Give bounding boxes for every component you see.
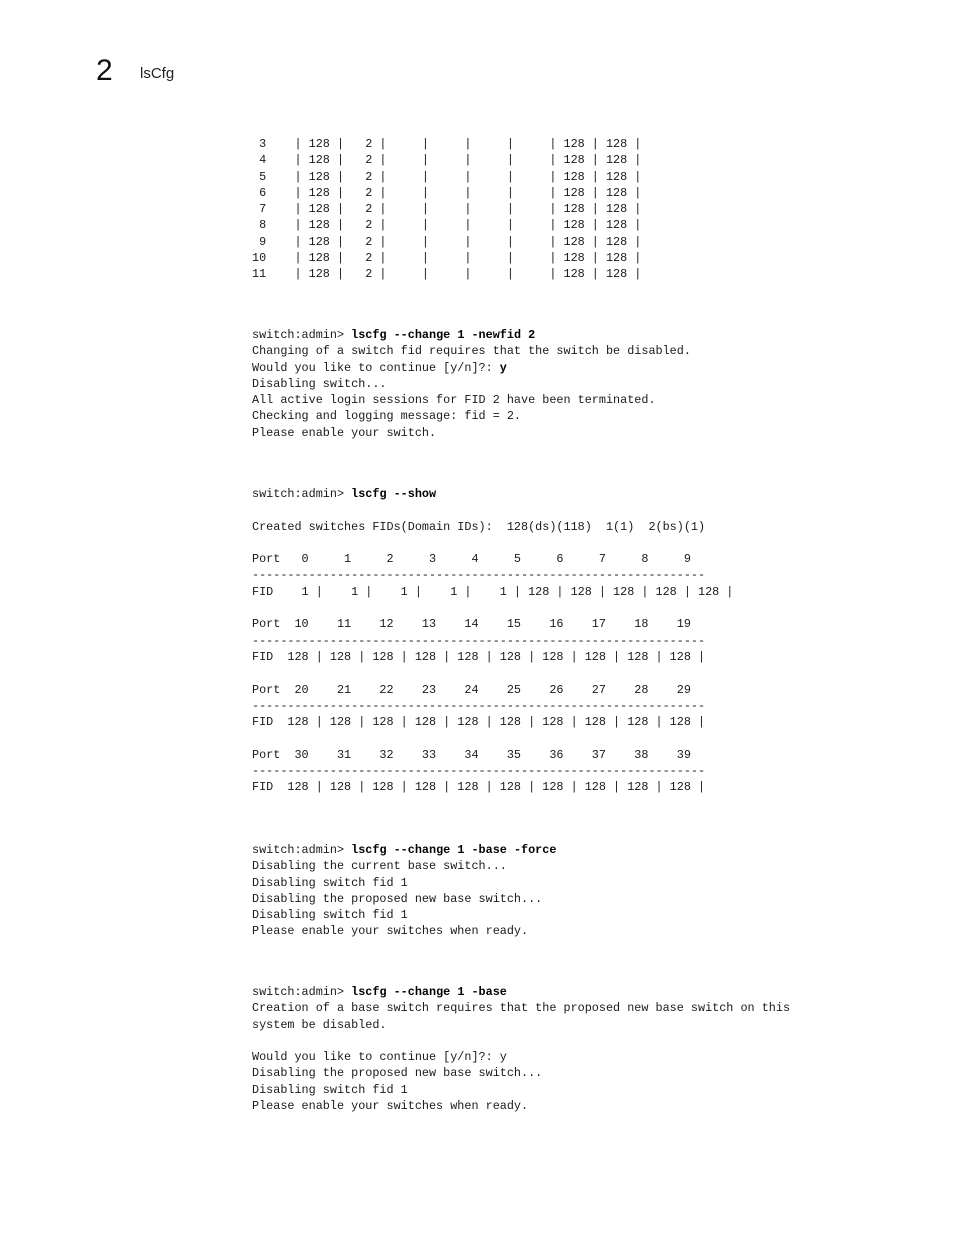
code-line <box>252 1098 790 1114</box>
output-text: Port 30 31 32 33 34 35 36 37 38 39 <box>252 747 691 762</box>
output-text: ---------------------------------------------------------------- <box>252 568 706 583</box>
code-line <box>252 343 691 359</box>
output-text: Disabling the current base switch... <box>252 859 507 874</box>
code-block-change-newfid <box>252 327 691 441</box>
output-text: Creation of a base switch requires that the proposed new base switch on this <box>252 1001 791 1016</box>
code-line <box>252 486 733 502</box>
code-line <box>252 1033 790 1049</box>
output-text: Disabling switch fid 1 <box>252 875 408 890</box>
code-line <box>252 360 691 376</box>
output-text: ---------------------------------------------------------------- <box>252 698 706 713</box>
code-line <box>252 408 691 424</box>
code-line <box>252 392 691 408</box>
command-text: lscfg --show <box>351 487 437 501</box>
code-line <box>252 714 733 730</box>
code-line <box>252 425 691 441</box>
code-line <box>252 1065 790 1081</box>
code-line <box>252 152 641 168</box>
code-block-table-tail <box>252 136 641 283</box>
shell-prompt: switch:admin> <box>252 843 352 857</box>
output-text: Port 20 21 22 23 24 25 26 27 28 29 <box>252 682 691 697</box>
output-text: 7 | 128 | 2 | | | | | 128 | 128 | <box>252 202 642 217</box>
code-line <box>252 169 641 185</box>
code-line <box>252 185 641 201</box>
output-text: Disabling the proposed new base switch... <box>252 891 543 906</box>
code-line <box>252 858 556 874</box>
code-line <box>252 984 790 1000</box>
output-text: FID 128 | 128 | 128 | 128 | 128 | 128 | 128 | 128 | 128 | 128 | <box>252 715 706 730</box>
code-line <box>252 1000 790 1016</box>
code-line <box>252 842 556 858</box>
output-text: 4 | 128 | 2 | | | | | 128 | 128 | <box>252 153 642 168</box>
command-text: lscfg --change 1 -base <box>351 985 507 999</box>
command-text: lscfg --change 1 -base -force <box>351 843 557 857</box>
code-line <box>252 698 733 714</box>
code-line <box>252 217 641 233</box>
code-line <box>252 136 641 152</box>
shell-prompt: switch:admin> <box>252 985 352 999</box>
code-line <box>252 779 733 795</box>
output-text: FID 1 | 1 | 1 | 1 | 1 | 128 | 128 | 128 | 128 | 128 | <box>252 584 734 599</box>
output-text: Created switches FIDs(Domain IDs): 128(ds)(118) 1(1) 2(bs)(1) <box>252 519 706 534</box>
code-line <box>252 875 556 891</box>
shell-prompt: switch:admin> <box>252 328 352 342</box>
output-text: All active login sessions for FID 2 have been terminated. <box>252 393 656 408</box>
code-line <box>252 250 641 266</box>
output-text: 10 | 128 | 2 | | | | | 128 | 128 | <box>252 251 642 266</box>
code-line <box>252 502 733 518</box>
code-line <box>252 763 733 779</box>
output-text: Checking and logging message: fid = 2. <box>252 409 522 424</box>
code-line <box>252 649 733 665</box>
code-line <box>252 907 556 923</box>
output-text: Please enable your switches when ready. <box>252 924 529 939</box>
code-line <box>252 1082 790 1098</box>
output-text: Disabling switch fid 1 <box>252 1082 408 1097</box>
output-text: 6 | 128 | 2 | | | | | 128 | 128 | <box>252 185 642 200</box>
output-text: FID 128 | 128 | 128 | 128 | 128 | 128 | 128 | 128 | 128 | 128 | <box>252 649 706 664</box>
code-line <box>252 567 733 583</box>
code-line <box>252 665 733 681</box>
command-text: y <box>499 360 507 375</box>
chapter-title: lsCfg <box>140 65 175 82</box>
code-line <box>252 266 641 282</box>
code-line <box>252 327 691 343</box>
output-text: Changing of a switch fid requires that the switch be disabled. <box>252 344 691 359</box>
output-text: Port 0 1 2 3 4 5 6 7 8 9 <box>252 552 691 567</box>
code-line <box>252 376 691 392</box>
output-text: Port 10 11 12 13 14 15 16 17 18 19 <box>252 617 691 632</box>
chapter-number: 2 <box>96 54 113 87</box>
output-text: ---------------------------------------------------------------- <box>252 633 706 648</box>
output-text: Disabling switch fid 1 <box>252 908 408 923</box>
code-line <box>252 201 641 217</box>
output-text: Disabling the proposed new base switch... <box>252 1066 543 1081</box>
code-line <box>252 730 733 746</box>
code-line <box>252 891 556 907</box>
code-block-change-base <box>252 984 790 1114</box>
code-line <box>252 682 733 698</box>
code-line <box>252 535 733 551</box>
code-line <box>252 551 733 567</box>
code-line <box>252 923 556 939</box>
output-text: 3 | 128 | 2 | | | | | 128 | 128 | <box>252 137 642 151</box>
output-text: Please enable your switches when ready. <box>252 1099 529 1114</box>
code-line <box>252 616 733 632</box>
output-text: Disabling switch... <box>252 376 387 391</box>
code-line <box>252 234 641 250</box>
code-block-change-base-force <box>252 842 556 940</box>
code-line <box>252 633 733 649</box>
command-text: lscfg --change 1 -newfid 2 <box>351 328 536 342</box>
code-line <box>252 1049 790 1065</box>
code-line <box>252 1017 790 1033</box>
output-text: ---------------------------------------------------------------- <box>252 764 706 779</box>
output-text: Please enable your switch. <box>252 425 437 440</box>
output-text: FID 128 | 128 | 128 | 128 | 128 | 128 | 128 | 128 | 128 | 128 | <box>252 780 706 795</box>
code-line <box>252 600 733 616</box>
code-line <box>252 747 733 763</box>
output-text: 11 | 128 | 2 | | | | | 128 | 128 | <box>252 267 642 282</box>
shell-prompt: switch:admin> <box>252 487 352 501</box>
output-text: Would you like to continue [y/n]?: y <box>252 1050 507 1065</box>
code-block-show <box>252 486 733 796</box>
output-text: system be disabled. <box>252 1017 387 1032</box>
output-text: 9 | 128 | 2 | | | | | 128 | 128 | <box>252 234 642 249</box>
code-line <box>252 519 733 535</box>
output-text: 8 | 128 | 2 | | | | | 128 | 128 | <box>252 218 642 233</box>
output-text: 5 | 128 | 2 | | | | | 128 | 128 | <box>252 169 642 184</box>
output-text: Would you like to continue [y/n]?: <box>252 360 500 375</box>
code-line <box>252 584 733 600</box>
